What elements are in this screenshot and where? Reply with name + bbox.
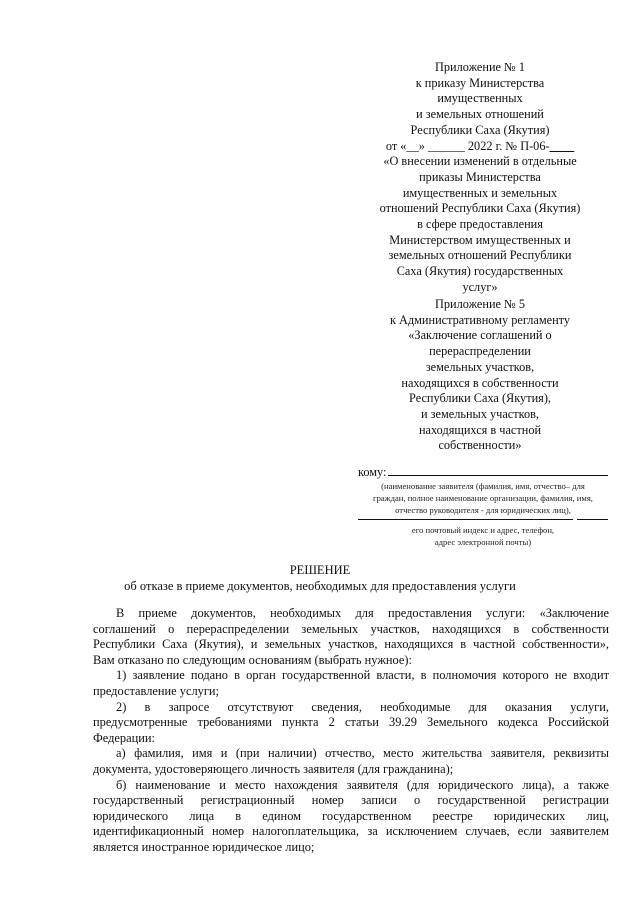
appendix-line: услуг» [462, 279, 498, 294]
appendix-line: и земельных отношений [416, 107, 544, 122]
address-hint: адрес электронной почты) [434, 537, 532, 547]
appendix-line: имущественных [437, 91, 523, 106]
appendix-line: Министерством имущественных и [389, 232, 571, 247]
body-line: 1) заявление подано в орган государственной власти, в полномочия которого не входит [116, 668, 609, 683]
appendix-line: приказы Министерства [419, 169, 541, 184]
appendix-line: Республики Саха (Якутия), [409, 391, 551, 406]
appendix-line: к приказу Министерства [415, 75, 545, 90]
appendix-line: имущественных и земельных [402, 185, 558, 200]
body-line: В приеме документов, необходимых для предоставления услуги: «Заключение [116, 606, 609, 620]
body-line: Вам отказано по следующим основаниям (выбрать нужное): [93, 652, 412, 667]
recipient-hint: (наименование заявителя (фамилия, имя, отчество– для [381, 481, 585, 491]
appendix-line: Приложение № 1 [434, 60, 526, 74]
address-hint-block [358, 524, 608, 548]
address-hint: его почтовый индекс и адрес, телефон, [411, 525, 555, 535]
recipient-hint: граждан, полное наименование организации, фамилия, имя, [373, 493, 593, 503]
order-date-line: от «__» ______ 2022 г. № П-06-____ [385, 138, 575, 153]
appendix-line: Приложение № 5 [434, 297, 526, 311]
body-line: идентификационный номер налогоплательщика, за исключением случаев, если заявителем [93, 824, 609, 839]
appendix-line: находящихся в собственности [401, 375, 559, 390]
body-line: соглашений о перераспределении земельных участков, находящихся в собственности [93, 621, 609, 636]
appendix-line: Республики Саха (Якутия) [410, 122, 550, 137]
appendix-line: земельных участков, [425, 359, 535, 374]
body-line: 2) в запросе отсутствуют сведения, необходимые для оказания услуги, [116, 699, 609, 714]
appendix-line: перераспределении [429, 344, 531, 359]
appendix-line: и земельных участков, [420, 406, 540, 421]
appendix-1-block [360, 60, 600, 296]
body-line: предусмотренные требованиями пункта 2 статьи 39.29 Земельного кодекса Российской [93, 715, 609, 730]
body-line: документа, удостоверяющего личность заявителя (для гражданина); [93, 761, 454, 776]
body-line: Республики Саха (Якутия), и земельных участков, находящихся в частной собственности», [93, 637, 609, 652]
appendix-line: «Заключение соглашений о [408, 328, 552, 343]
decision-title: РЕШЕНИЕ [289, 563, 351, 577]
body-line: юридического лица в едином государственном реестре юридических лиц, [93, 808, 609, 823]
appendix-5-block [360, 297, 600, 454]
recipient-block [358, 463, 608, 516]
decision-body [93, 606, 609, 856]
body-line: Федерации: [93, 730, 155, 745]
appendix-line: к Административному регламенту [389, 312, 571, 327]
fill-line [577, 519, 608, 520]
body-line: является иностранное юридическое лицо; [93, 839, 315, 854]
body-line: б) наименование и место нахождения заявителя (для юридического лица), а также [116, 777, 609, 792]
appendix-line: земельных отношений Республики [388, 248, 572, 263]
recipient-row [358, 463, 608, 480]
recipient-fill-line [388, 463, 608, 476]
appendix-line: находящихся в частной [418, 422, 542, 437]
appendix-line: Саха (Якутия) государственных [396, 264, 564, 279]
appendix-line: собственности» [438, 438, 522, 453]
address-fill-line [358, 519, 608, 520]
appendix-line: «О внесении изменений в отдельные [383, 154, 577, 169]
recipient-label: кому: [358, 465, 387, 479]
appendix-line: отношений Республики Саха (Якутия) [379, 201, 581, 216]
body-line: государственный регистрационный номер записи о государственной регистрации [93, 793, 609, 808]
fill-line [358, 519, 573, 520]
body-line: а) фамилия, имя и (при наличии) отчество, место жительства заявителя, реквизиты [116, 746, 609, 761]
appendix-line: в сфере предоставления [417, 217, 543, 232]
order-number-blank: ____ [549, 138, 575, 153]
body-line: предоставление услуги; [93, 683, 219, 698]
decision-subtitle: об отказе в приеме документов, необходимых для предоставления услуги [124, 579, 516, 593]
recipient-hint: отчество руководителя - для юридических лиц), [395, 505, 571, 515]
